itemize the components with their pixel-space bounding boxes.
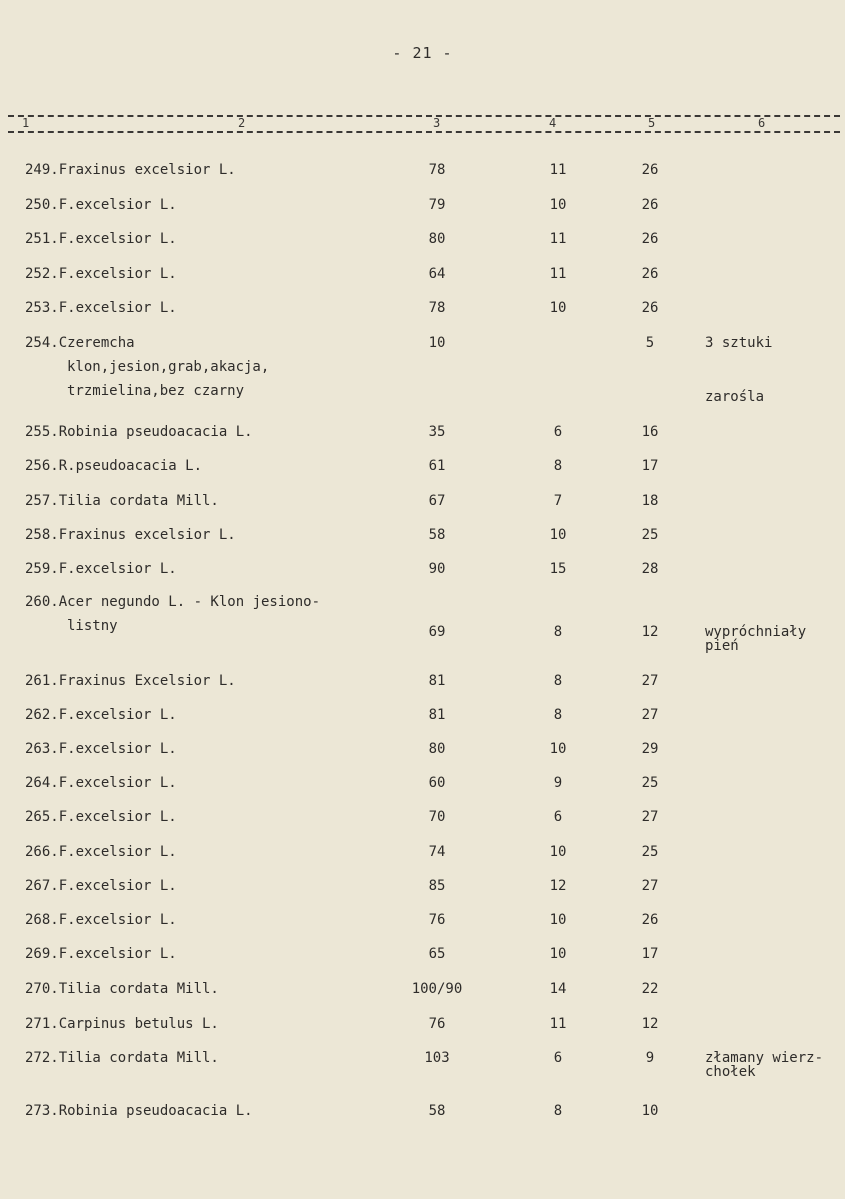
note: 3 sztuki xyxy=(705,335,773,351)
value-col5: 26 xyxy=(641,231,659,247)
species-name: 251.F.excelsior L. xyxy=(25,231,177,247)
value-col5: 25 xyxy=(641,527,659,543)
table-header-rule xyxy=(8,131,840,133)
value-col3: 74 xyxy=(428,844,446,860)
value-col4: 11 xyxy=(549,1016,567,1032)
note: złamany wierz- xyxy=(705,1050,824,1066)
value-col5: 27 xyxy=(641,878,659,894)
value-col3: 103 xyxy=(424,1050,450,1066)
column-header-2: 2 xyxy=(238,116,246,130)
value-col4: 6 xyxy=(553,424,563,440)
value-col3: 78 xyxy=(428,162,446,178)
species-name: 258.Fraxinus excelsior L. xyxy=(25,527,236,543)
table-top-rule xyxy=(8,115,840,117)
value-col5: 29 xyxy=(641,741,659,757)
value-col5: 27 xyxy=(641,707,659,723)
column-header-5: 5 xyxy=(648,116,656,130)
value-col5: 17 xyxy=(641,946,659,962)
column-header-3: 3 xyxy=(433,116,441,130)
value-col4: 6 xyxy=(553,809,563,825)
value-col4: 12 xyxy=(549,878,567,894)
value-col4: 10 xyxy=(549,741,567,757)
value-col3: 67 xyxy=(428,493,446,509)
value-col5: 18 xyxy=(641,493,659,509)
value-col4: 8 xyxy=(553,624,563,640)
value-col4: 10 xyxy=(549,527,567,543)
value-col4: 10 xyxy=(549,912,567,928)
value-col5: 28 xyxy=(641,561,659,577)
value-col3: 85 xyxy=(428,878,446,894)
value-col3: 35 xyxy=(428,424,446,440)
value-col5: 27 xyxy=(641,809,659,825)
value-col3: 60 xyxy=(428,775,446,791)
value-col4: 10 xyxy=(549,300,567,316)
species-name: 266.F.excelsior L. xyxy=(25,844,177,860)
value-col5: 26 xyxy=(641,197,659,213)
species-name: 250.F.excelsior L. xyxy=(25,197,177,213)
value-col3: 65 xyxy=(428,946,446,962)
species-name: 271.Carpinus betulus L. xyxy=(25,1016,219,1032)
value-col4: 7 xyxy=(553,493,563,509)
species-name: 253.F.excelsior L. xyxy=(25,300,177,316)
species-continuation: listny xyxy=(67,618,118,634)
value-col5: 5 xyxy=(645,335,655,351)
value-col5: 17 xyxy=(641,458,659,474)
species-name: 273.Robinia pseudoacacia L. xyxy=(25,1103,253,1119)
value-col5: 25 xyxy=(641,775,659,791)
species-name: 265.F.excelsior L. xyxy=(25,809,177,825)
species-name: 249.Fraxinus excelsior L. xyxy=(25,162,236,178)
species-name: 264.F.excelsior L. xyxy=(25,775,177,791)
value-col3: 80 xyxy=(428,741,446,757)
value-col4: 10 xyxy=(549,197,567,213)
value-col4: 15 xyxy=(549,561,567,577)
value-col5: 10 xyxy=(641,1103,659,1119)
value-col3: 81 xyxy=(428,707,446,723)
value-col5: 16 xyxy=(641,424,659,440)
species-name: 255.Robinia pseudoacacia L. xyxy=(25,424,253,440)
column-header-1: 1 xyxy=(22,116,30,130)
species-name: 268.F.excelsior L. xyxy=(25,912,177,928)
value-col3: 61 xyxy=(428,458,446,474)
species-continuation: klon,jesion,grab,akacja, xyxy=(67,359,270,375)
value-col3: 100/90 xyxy=(411,981,463,997)
species-continuation: trzmielina,bez czarny xyxy=(67,383,245,399)
value-col3: 10 xyxy=(428,335,446,351)
species-name: 252.F.excelsior L. xyxy=(25,266,177,282)
species-name: 263.F.excelsior L. xyxy=(25,741,177,757)
species-name: 257.Tilia cordata Mill. xyxy=(25,493,219,509)
note-continuation: zarośla xyxy=(705,389,765,405)
value-col5: 22 xyxy=(641,981,659,997)
value-col4: 10 xyxy=(549,946,567,962)
value-col4: 11 xyxy=(549,266,567,282)
value-col4: 11 xyxy=(549,231,567,247)
value-col5: 26 xyxy=(641,300,659,316)
note-continuation: chołek xyxy=(705,1064,756,1080)
value-col4: 14 xyxy=(549,981,567,997)
value-col4: 6 xyxy=(553,1050,563,1066)
species-name: 270.Tilia cordata Mill. xyxy=(25,981,219,997)
value-col5: 26 xyxy=(641,912,659,928)
value-col4: 10 xyxy=(549,844,567,860)
value-col3: 81 xyxy=(428,673,446,689)
value-col4: 8 xyxy=(553,707,563,723)
value-col5: 25 xyxy=(641,844,659,860)
value-col3: 78 xyxy=(428,300,446,316)
column-header-4: 4 xyxy=(549,116,557,130)
value-col5: 26 xyxy=(641,266,659,282)
value-col5: 9 xyxy=(645,1050,655,1066)
value-col5: 12 xyxy=(641,1016,659,1032)
value-col3: 79 xyxy=(428,197,446,213)
value-col3: 80 xyxy=(428,231,446,247)
value-col4: 9 xyxy=(553,775,563,791)
column-header-6: 6 xyxy=(758,116,766,130)
value-col3: 76 xyxy=(428,1016,446,1032)
species-name: 269.F.excelsior L. xyxy=(25,946,177,962)
value-col4: 8 xyxy=(553,673,563,689)
value-col5: 27 xyxy=(641,673,659,689)
note: wypróchniały xyxy=(705,624,807,640)
value-col5: 12 xyxy=(641,624,659,640)
value-col3: 58 xyxy=(428,527,446,543)
species-name: 267.F.excelsior L. xyxy=(25,878,177,894)
value-col4: 8 xyxy=(553,458,563,474)
value-col4: 11 xyxy=(549,162,567,178)
note-continuation: pień xyxy=(705,638,739,654)
species-name: 272.Tilia cordata Mill. xyxy=(25,1050,219,1066)
species-name: 259.F.excelsior L. xyxy=(25,561,177,577)
species-name: 262.F.excelsior L. xyxy=(25,707,177,723)
page-number: - 21 - xyxy=(392,44,453,62)
value-col3: 69 xyxy=(428,624,446,640)
species-name: 254.Czeremcha xyxy=(25,335,135,351)
value-col4: 8 xyxy=(553,1103,563,1119)
value-col3: 90 xyxy=(428,561,446,577)
value-col3: 58 xyxy=(428,1103,446,1119)
species-name: 260.Acer negundo L. - Klon jesiono- xyxy=(25,594,321,610)
species-name: 256.R.pseudoacacia L. xyxy=(25,458,203,474)
value-col3: 70 xyxy=(428,809,446,825)
value-col3: 76 xyxy=(428,912,446,928)
value-col5: 26 xyxy=(641,162,659,178)
species-name: 261.Fraxinus Excelsior L. xyxy=(25,673,236,689)
value-col3: 64 xyxy=(428,266,446,282)
